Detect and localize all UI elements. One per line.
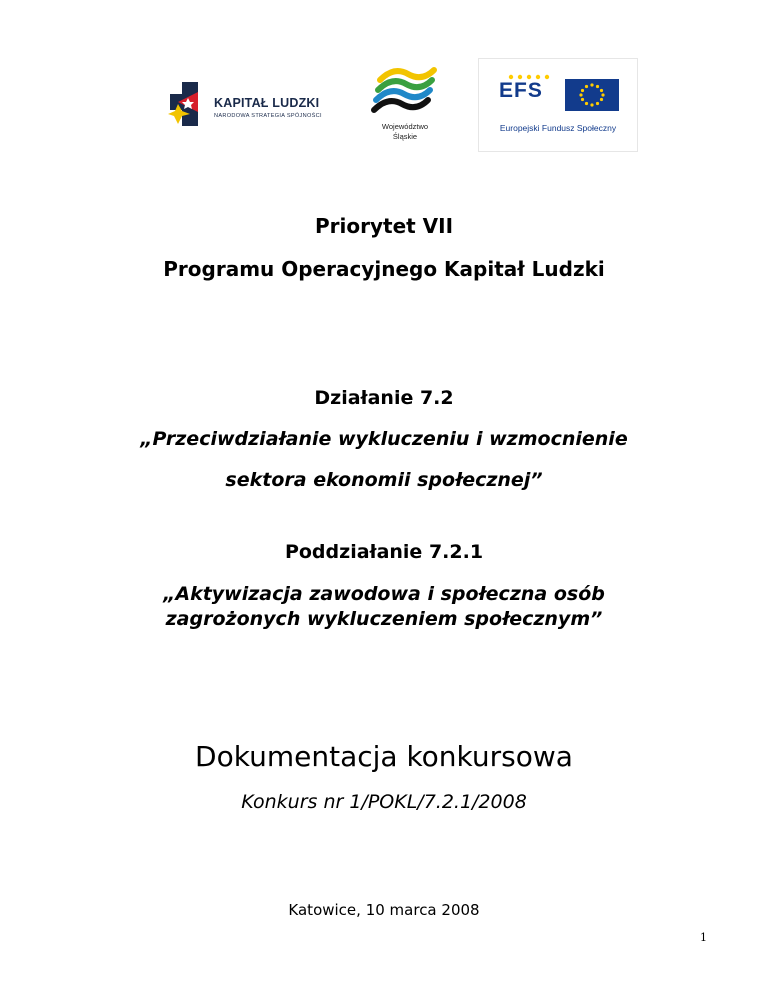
dzialanie-name-line2: sektora ekonomii społecznej” bbox=[225, 469, 543, 491]
kapital-ludzki-logo bbox=[168, 80, 338, 128]
document-title: Dokumentacja konkursowa bbox=[195, 740, 573, 773]
competition-number: Konkurs nr 1/POKL/7.2.1/2008 bbox=[241, 791, 527, 813]
kapital-ludzki-subtitle: NARODOWA STRATEGIA SPÓJNOŚCI bbox=[214, 113, 322, 119]
wojewodztwo-line1: Województwo bbox=[381, 122, 429, 131]
silesia-waves-icon bbox=[368, 66, 442, 122]
kapital-ludzki-emblem-icon bbox=[168, 80, 212, 128]
wojewodztwo-slaskie-logo bbox=[368, 66, 442, 150]
efs-caption: Europejski Fundusz Społeczny bbox=[499, 123, 617, 133]
poddzialanie-heading: Poddziałanie 7.2.1 bbox=[284, 541, 484, 563]
page-number: 1 bbox=[700, 931, 707, 944]
dzialanie-name-line1: „Przeciwdziałanie wykluczeniu i wzmocnienie bbox=[140, 428, 628, 450]
program-heading: Programu Operacyjnego Kapitał Ludzki bbox=[163, 257, 605, 281]
poddzialanie-name-line1: „Aktywizacja zawodowa i społeczna osób bbox=[163, 583, 605, 605]
dzialanie-heading: Działanie 7.2 bbox=[314, 387, 454, 409]
wojewodztwo-line2: Śląskie bbox=[392, 132, 418, 141]
efs-letters: EFS bbox=[499, 79, 543, 102]
priorytet-heading: Priorytet VII bbox=[314, 214, 454, 238]
eu-flag-icon bbox=[565, 79, 619, 111]
kapital-ludzki-title: KAPITAŁ LUDZKI bbox=[214, 96, 320, 110]
poddzialanie-name-line2: zagrożonych wykluczeniem społecznym” bbox=[165, 608, 603, 630]
place-date: Katowice, 10 marca 2008 bbox=[288, 901, 480, 919]
efs-logo bbox=[478, 58, 638, 152]
